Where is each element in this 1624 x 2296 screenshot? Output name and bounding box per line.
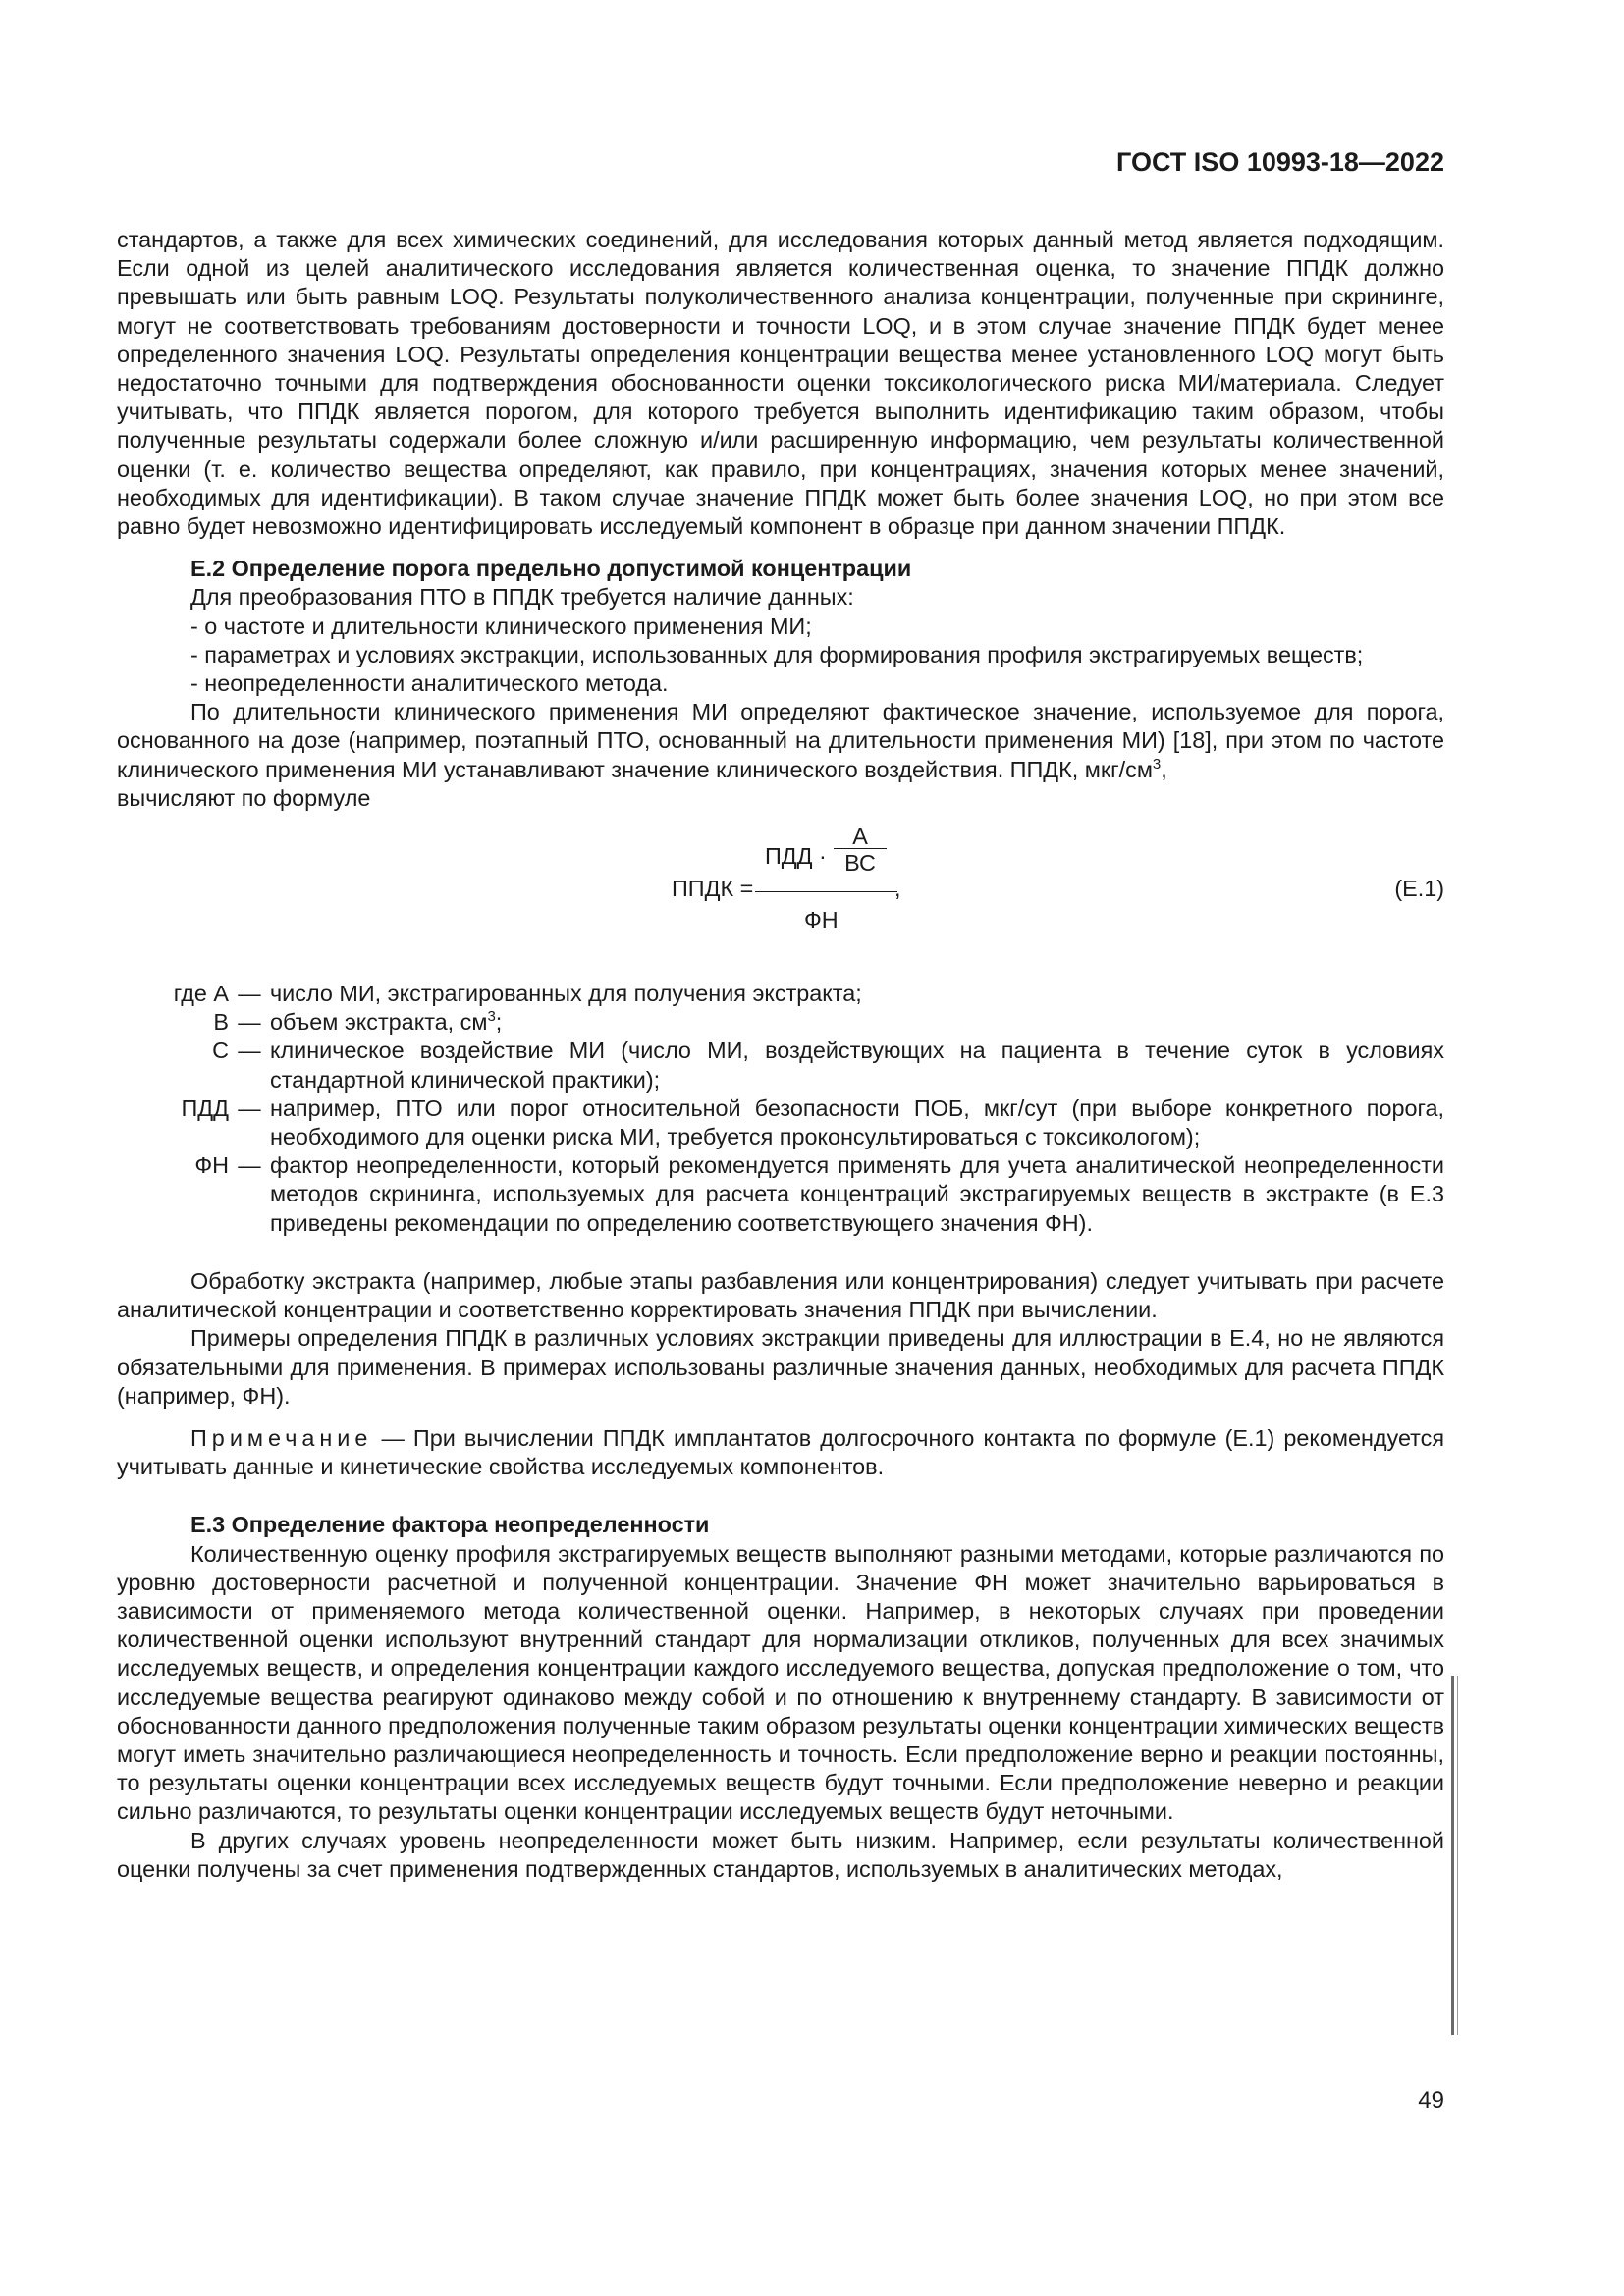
document-header-title: ГОСТ ISO 10993-18—2022 [1116, 147, 1444, 177]
definition-symbol: В [213, 1009, 229, 1036]
change-margin-bar [1451, 1676, 1454, 2035]
definition-dash: — [238, 1152, 261, 1179]
paragraph-e3-low-uncertainty: В других случаях уровень неопределенности может быть низким. Например, если результаты количественной оценки получены за счет применения подтвержденных стандартов, используемых в аналитических методах, [117, 1827, 1444, 1882]
punctuation: ; [495, 1009, 503, 1036]
formula-inner-bottom: ВС [844, 850, 876, 877]
definition-text-wrapper [270, 1008, 1444, 1037]
superscript: 3 [487, 1008, 496, 1026]
definition-symbol: где А [173, 981, 229, 1007]
paragraph-e2-formula-lead: вычисляют по формуле [117, 784, 371, 811]
definitions-list [117, 980, 1444, 1238]
formula-number: (Е.1) [1394, 876, 1444, 902]
note-text: — При вычислении ППДК имплантатов долгосрочного контакта по формуле (Е.1) рекомендуется учитывать данные и кинетические свойства исследуемых компонентов. [117, 1424, 1444, 1480]
definition-symbol: ФН [194, 1152, 229, 1179]
note-label: Примечание [190, 1424, 373, 1451]
definition-text: объем экстракта, см [270, 1009, 488, 1036]
paragraph-extract-processing: Обработку экстракта (например, любые этапы разбавления или концентрирования) следует учитывать при расчете аналитической концентрации и соответственно корректировать значения ППДК при вычислении. [117, 1267, 1444, 1323]
definition-dash: — [238, 1009, 261, 1036]
list-item: - неопределенности аналитического метода. [190, 670, 669, 697]
formula-inner-fraction [834, 825, 887, 877]
paragraph-examples: Примеры определения ППДК в различных условиях экстракции приведены для иллюстрации в Е.4, но не являются обязательными для применения. В примерах использованы различные значения данных, необходимых для расчета ППДК (например, ФН). [117, 1325, 1444, 1409]
formula-numerator: ПДД · [765, 843, 827, 870]
definition-symbol: ПДД [181, 1095, 229, 1121]
paragraph-e2-intro: Для преобразования ПТО в ППДК требуется наличие данных: [190, 584, 854, 611]
list-item: - о частоте и длительности клинического применения МИ; [190, 613, 812, 639]
definition-text: клиническое воздействие МИ (число МИ, воздействующих на пациента в течение суток в условиях стандартной клинической практики); [270, 1038, 1444, 1093]
definition-symbol: С [212, 1038, 229, 1064]
superscript: 3 [1152, 755, 1162, 773]
change-margin-bar-secondary [1457, 1676, 1458, 2035]
page-number: 49 [1418, 2087, 1444, 2113]
paragraph-e2-duration-text: По длительности клинического применения МИ определяют фактическое значение, используемое для порога, основанного на дозе (например, поэтапный ПТО, основанный на длительности применения МИ) [18], при этом по частоте клинического применения МИ устанавливают значение клинического воздействия. ППДК, мкг/см [117, 699, 1444, 782]
section-heading-e3: Е.3 Определение фактора неопределенности [190, 1512, 710, 1538]
spacer [117, 1238, 1444, 1267]
formula-lhs: ППДК = [672, 876, 754, 902]
formula-fraction-bar [755, 891, 897, 892]
section-heading-e2: Е.2 Определение порога предельно допустимой концентрации [190, 556, 912, 582]
definition-text: число МИ, экстрагированных для получения экстракта; [270, 981, 862, 1007]
formula-e1 [117, 813, 1444, 970]
note-paragraph [117, 1424, 1444, 1481]
document-body [117, 226, 1444, 1884]
definition-text: например, ПТО или порог относительной безопасности ПОБ, мкг/сут (при выборе конкретного порога, необходимого для оценки риска МИ, требуется проконсультироваться с токсикологом); [270, 1095, 1444, 1150]
paragraph-e3-methods: Количественную оценку профиля экстрагируемых веществ выполняют разными методами, которые различаются по уровню достоверности расчетной и полученной концентрации. Значение ФН может значительно варьироваться в зависимости от применяемого метода количественной оценки. Например, в некоторых случаях при проведении количественной оценки используют внутренний стандарт для нормализации откликов, полученных для всех значимых исследуемых веществ, и определения концентрации каждого исследуемого вещества, допуская предположение о том, что исследуемые вещества реагируют одинаково между собой и по отношению к внутреннему стандарту. В зависимости от обоснованности данного предположения полученные таким образом результаты оценки концентрации химических веществ могут иметь значительно различающиеся неопределенность и точность. Если предположение верно и реакции постоянны, то результаты оценки концентрации всех исследуемых веществ будут точными. Если предположение неверно и реакции сильно различаются, то результаты оценки концентрации исследуемых веществ будут неточными. [117, 1540, 1444, 1825]
paragraph-continuation: стандартов, а также для всех химических соединений, для исследования которых данный метод является подходящим. Если одной из целей аналитического исследования является количественная оценка, то значение ППДК должно превышать или быть равным LOQ. Результаты полуколичественного анализа концентрации, полученные при скрининге, могут не соответствовать требованиям достоверности и точности LOQ, и в этом случае значение ППДК будет менее определенного значения LOQ. Результаты определения концентрации вещества менее установленного LOQ могут быть недостаточно точными для подтверждения обоснованности оценки токсикологического риска МИ/материала. Следует учитывать, что ППДК является порогом, для которого требуется выполнить идентификацию таким образом, чтобы полученные результаты содержали более сложную и/или расширенную информацию, чем результаты количественной оценки (т. е. количество вещества определяют, как правило, при концентрациях, значения которых менее значений, необходимых для идентификации). В таком случае значение ППДК может быть более значения LOQ, но при этом все равно будет невозможно идентифицировать исследуемый компонент в образце при данном значении ППДК. [117, 227, 1444, 540]
formula-inner-top: А [834, 825, 887, 849]
list-item: - параметрах и условиях экстракции, использованных для формирования профиля экстрагируемых веществ; [190, 641, 1364, 667]
definition-row [117, 1008, 1444, 1037]
definition-row [117, 1095, 1444, 1151]
punctuation: , [1161, 756, 1167, 782]
definition-row [117, 980, 1444, 1008]
definition-row [117, 1151, 1444, 1238]
definition-row [117, 1037, 1444, 1094]
definition-dash: — [238, 981, 261, 1007]
definition-dash: — [238, 1095, 261, 1121]
formula-denominator: ФН [804, 907, 839, 934]
definition-dash: — [238, 1038, 261, 1064]
definition-text: фактор неопределенности, который рекомендуется применять для учета аналитической неопределенности методов скрининга, используемых для расчета концентраций экстрагируемых веществ в экстракте (в Е.3 приведены рекомендации по определению соответствующего значения ФН). [270, 1152, 1444, 1236]
formula-comma: , [894, 876, 901, 902]
paragraph-e2-duration [117, 698, 1444, 784]
